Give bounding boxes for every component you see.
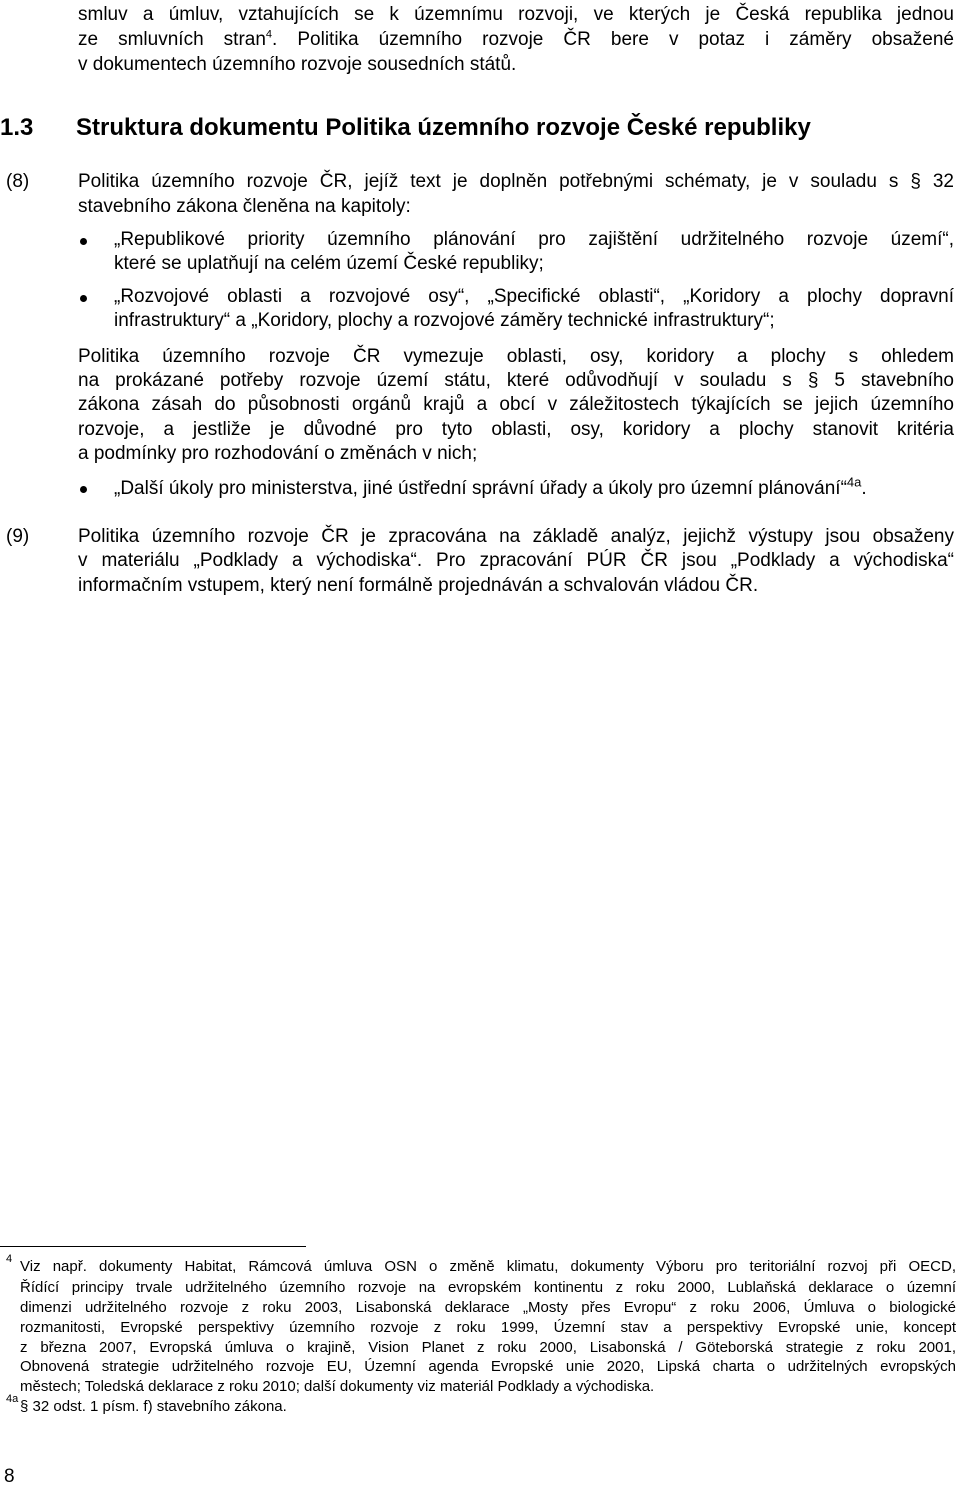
top-paragraph-line-1: smluv a úmluv, vztahujících se k územnímu rozvoji, ve kterých je Česká republika jednou bbox=[78, 4, 954, 25]
bullet-2-line-1: „Rozvojové oblasti a rozvojové osy“, „Specifické oblasti“, „Koridory a plochy dopravní bbox=[114, 286, 954, 307]
paragraph-8-body-line-2: na prokázané potřeby rozvoje území státu, které odůvodňují v souladu s § 5 stavebního bbox=[78, 370, 954, 391]
paragraph-8-line-2: stavebního zákona členěna na kapitoly: bbox=[78, 196, 411, 217]
footnote-4-line-3: dimenzi udržitelného rozvoje z roku 2003, Lisabonská deklarace „Mosty přes Evropu“ z roku 2006, Úmluva o biologické bbox=[20, 1299, 956, 1316]
top-paragraph-line-2-text-b: . Politika územního rozvoje ČR bere v potaz i záměry obsažené bbox=[272, 29, 954, 50]
footnote-4-line-6: Obnovená strategie udržitelného rozvoje EU, Územní agenda Evropské unie 2020, Lipská charta o udržitelných evropských bbox=[20, 1358, 956, 1375]
footnote-4-line-1: Viz např. dokumenty Habitat, Rámcová úmluva OSN o změně klimatu, dokumenty Výboru pro teritoriální rozvoj při OECD, bbox=[20, 1258, 956, 1275]
top-paragraph-line-2 bbox=[78, 28, 954, 52]
bullet-3-text: „Další úkoly pro ministerstva, jiné ústřední správní úřady a úkoly pro územní plánování“ bbox=[114, 478, 847, 499]
bullet-1-line-1: „Republikové priority územního plánování pro zajištění udržitelného rozvoje území“, bbox=[114, 229, 954, 250]
footnote-4-line-7: městech; Toledská deklarace z roku 2010; další dokumenty viz materiál Podklady a východiska. bbox=[20, 1378, 655, 1395]
bullet-3-end: . bbox=[861, 478, 867, 499]
footnote-4-line-2: Řídící principy trvale udržitelného územního rozvoje na evropském kontinentu z roku 2000, Lublaňská deklarace o územní bbox=[20, 1279, 956, 1296]
paragraph-8-body-line-4: rozvoje, a jestliže je důvodné pro tyto oblasti, osy, koridory a plochy stanovit kritéria bbox=[78, 419, 954, 440]
footnote-4-line-4: rozmanitosti, Evropské perspektivy územního rozvoje z roku 1999, Územní stav a perspektivy Evropské unie, koncept bbox=[20, 1319, 956, 1336]
footnote-ref-4a[interactable]: 4a bbox=[846, 474, 862, 490]
paragraph-9-line-2: v materiálu „Podklady a východiska“. Pro zpracování PÚR ČR jsou „Podklady a východiska“ bbox=[78, 550, 954, 571]
bullet-2-line-2: infrastruktury“ a „Koridory, plochy a rozvojové záměry technické infrastruktury“; bbox=[114, 310, 775, 331]
bullet-icon bbox=[80, 295, 87, 302]
paragraph-9-line-3: informačním vstupem, který není formálně projednáván a schvalován vládou ČR. bbox=[78, 575, 759, 596]
footnote-4a-mark: 4a bbox=[6, 1393, 19, 1405]
footnote-4-line-5: z března 2007, Evropská úmluva o krajině, Vision Planet z roku 2000, Lisabonská / Göteborská strategie z roku 2001, bbox=[20, 1339, 956, 1356]
paragraph-8-body-line-1: Politika územního rozvoje ČR vymezuje oblasti, osy, koridory a plochy s ohledem bbox=[78, 346, 954, 367]
paragraph-9-number: (9) bbox=[6, 526, 30, 547]
top-paragraph-line-2-text-a: ze smluvních stran bbox=[78, 29, 266, 50]
bullet-1-line-2: které se uplatňují na celém území České republiky; bbox=[114, 253, 544, 274]
section-title: Struktura dokumentu Politika územního rozvoje České republiky bbox=[76, 114, 811, 141]
footnote-4a-text: § 32 odst. 1 písm. f) stavebního zákona. bbox=[20, 1398, 287, 1415]
section-number: 1.3 bbox=[0, 114, 34, 141]
footnote-ref-4[interactable]: 4 bbox=[265, 28, 273, 41]
paragraph-8-number: (8) bbox=[6, 171, 30, 192]
bullet-3-line-1 bbox=[114, 474, 867, 501]
paragraph-8-body-line-3: zákona zásah do působnosti orgánů krajů a obcí v záležitostech týkajících se jejich územního bbox=[78, 394, 954, 415]
paragraph-9-line-1: Politika územního rozvoje ČR je zpracována na základě analýz, jejichž výstupy jsou obsaženy bbox=[78, 526, 954, 547]
paragraph-8-line-1: Politika územního rozvoje ČR, jejíž text je doplněn potřebnými schématy, je v souladu s § 32 bbox=[78, 171, 954, 192]
page-number: 8 bbox=[4, 1466, 15, 1487]
paragraph-8-body-line-5: a podmínky pro rozhodování o změnách v nich; bbox=[78, 443, 478, 464]
footnote-separator bbox=[0, 1246, 306, 1247]
bullet-icon bbox=[80, 238, 87, 245]
top-paragraph-line-3: v dokumentech územního rozvoje sousedních států. bbox=[78, 54, 517, 75]
bullet-icon bbox=[80, 486, 87, 493]
footnote-4-mark: 4 bbox=[6, 1253, 13, 1265]
